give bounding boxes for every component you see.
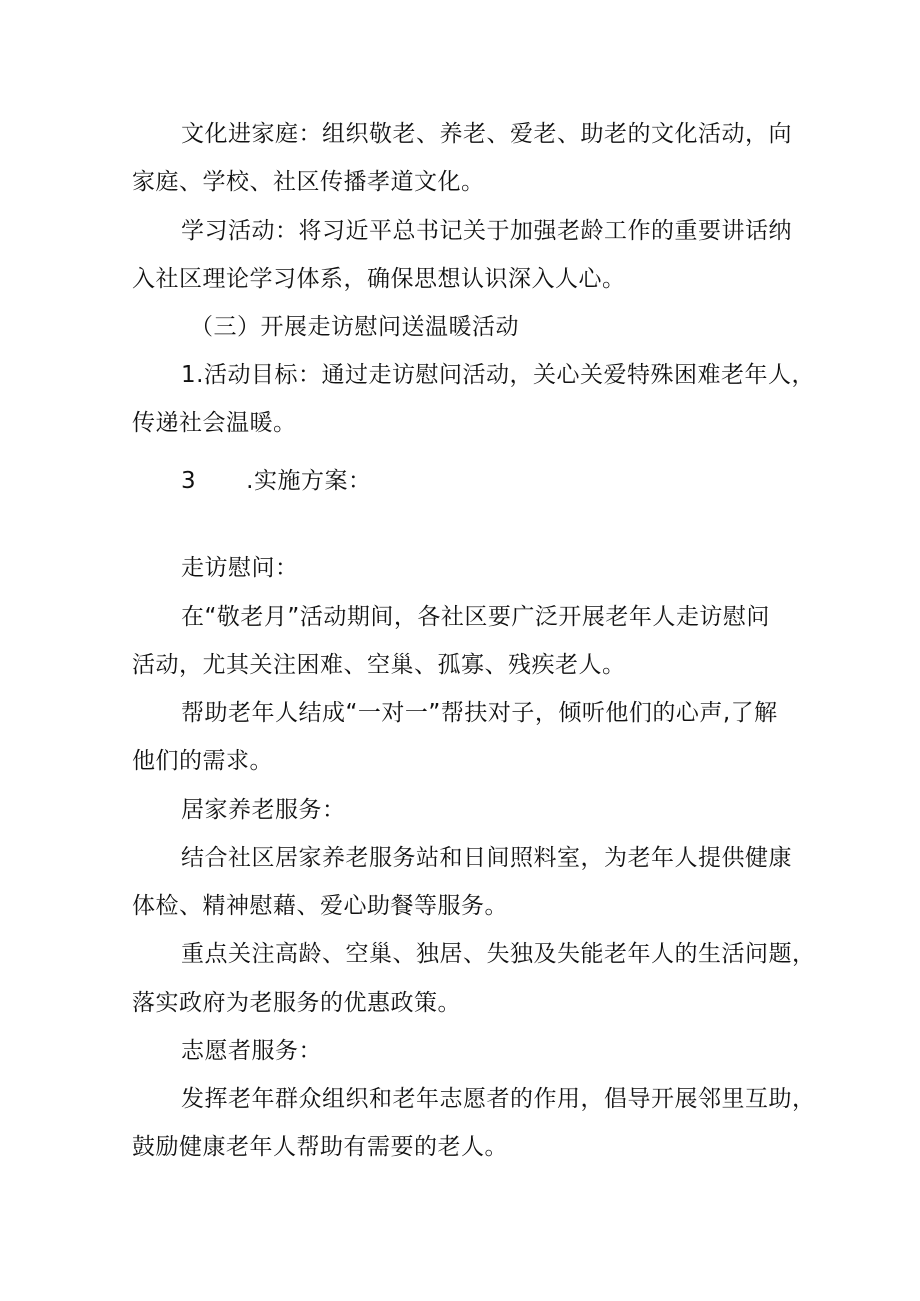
subheading-visit: 走访慰问： [181, 555, 299, 581]
paragraph-home-care-line-2: 体检、精神慰藉、爱心助餐等服务。 [132, 893, 508, 919]
paragraph-volunteer-line-2: 鼓励健康老年人帮助有需要的老人。 [132, 1134, 508, 1160]
paragraph-goal-line-1: 1.活动目标：通过走访慰问活动，关心关爱特殊困难老年人， [181, 362, 815, 388]
subheading-home-care: 居家养老服务： [181, 797, 346, 823]
paragraph-visit-line-2: 活动，尤其关注困难、空巢、孤寡、残疾老人。 [132, 652, 626, 678]
paragraph-focus-line-1: 重点关注高龄、空巢、独居、失独及失能老年人的生活问题， [181, 941, 816, 967]
subheading-volunteer: 志愿者服务： [181, 1038, 322, 1064]
paragraph-visit-line-1: 在“敬老月”活动期间，各社区要广泛开展老年人走访慰问 [181, 604, 770, 630]
item-number: 3 [181, 468, 197, 494]
paragraph-study-line-1: 学习活动：将习近平总书记关于加强老龄工作的重要讲话纳 [181, 218, 792, 244]
paragraph-goal-line-2: 传递社会温暖。 [132, 410, 297, 436]
paragraph-culture-line-1: 文化进家庭：组织敬老、养老、爱老、助老的文化活动，向 [181, 121, 792, 147]
paragraph-focus-line-2: 落实政府为老服务的优惠政策。 [132, 990, 461, 1016]
section-heading-3: （三）开展走访慰问送温暖活动 [190, 314, 519, 340]
item-title: .实施方案： [246, 468, 372, 494]
paragraph-pairing-line-1: 帮助老年人结成“一对一”帮扶对子，倾听他们的心声,了解 [181, 700, 778, 726]
implementation-heading [181, 466, 371, 496]
paragraph-study-line-2: 入社区理论学习体系，确保思想认识深入人心。 [132, 266, 626, 292]
paragraph-culture-line-2: 家庭、学校、社区传播孝道文化。 [132, 169, 485, 195]
paragraph-pairing-line-2: 他们的需求。 [132, 748, 273, 774]
paragraph-volunteer-line-1: 发挥老年群众组织和老年志愿者的作用，倡导开展邻里互助， [181, 1086, 816, 1112]
paragraph-home-care-line-1: 结合社区居家养老服务站和日间照料室，为老年人提供健康 [181, 845, 792, 871]
